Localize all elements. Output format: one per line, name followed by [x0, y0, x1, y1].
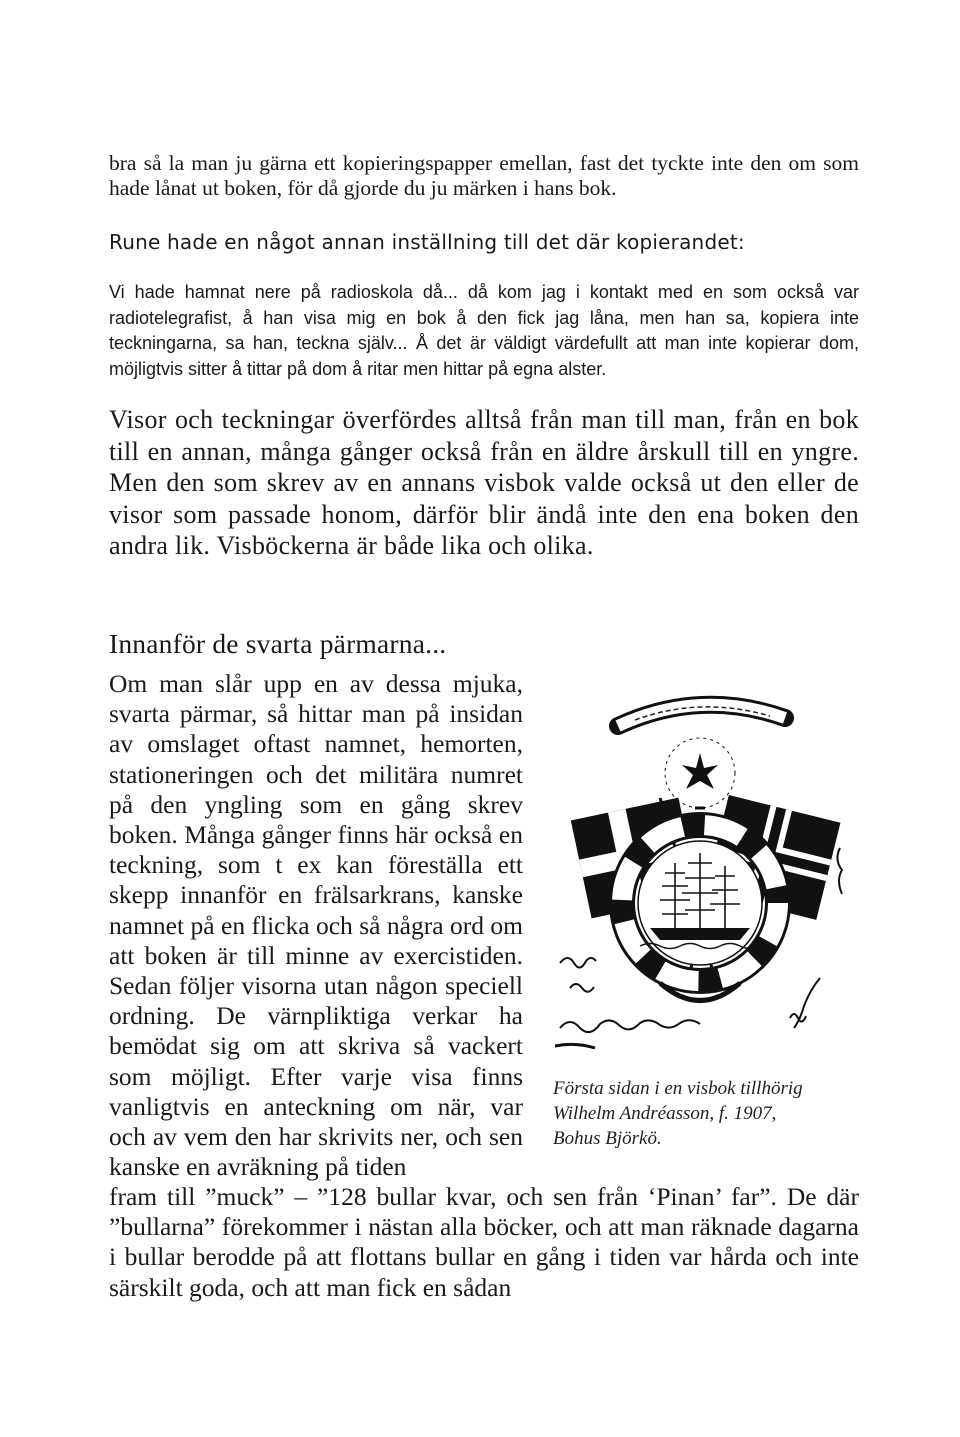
- section-heading: Innanför de svarta pärmarna...: [109, 628, 447, 659]
- paragraph-visor: Visor och teckningar överfördes alltså från man till man, från en bok till en annan, många gånger också från en äldre årskull till en yngre. Men den som skrev av en annans visbok valde också ut den eller de visor som passade honom, därför blir ändå inte den ena boken den andra lik. Visböckerna är både lika och olika.: [109, 405, 859, 560]
- caption-line-1: Första sidan i en visbok tillhörig: [553, 1078, 803, 1099]
- paragraph-intro: bra så la man ju gärna ett kopieringspapper emellan, fast det tyckte inte den om som hade lånat ut boken, för då gjorde du ju märken i hans bok.: [109, 151, 859, 200]
- paragraph-rune: Rune hade en något annan inställning till det där kopierandet:: [109, 230, 745, 254]
- caption-line-2: Wilhelm Andréasson, f. 1907,: [553, 1103, 777, 1124]
- quote-block: Vi hade hamnat nere på radioskola då... då kom jag i kontakt med en som också var radiotelegrafist, å han visa mig en bok å den fick jag låna, men han sa, kopiera inte teckningarna, sa han, teckna själv... Å det är väldigt värdefullt att man inte kopierar dom, möjligtvis sitter å tittar på dom å ritar men hittar på egna alster.: [109, 282, 859, 379]
- caption-line-3: Bohus Björkö.: [553, 1128, 662, 1149]
- paragraph-parmar: Om man slår upp en av dessa mjuka, svarta pärmar, så hittar man på insidan av omslaget oftast namnet, hemorten, stationeringen och det militära numret på den yngling som en gång skrev boken. Många gånger finns här också en teckning, som t ex kan föreställa ett skepp innanför en frälsarkrans, kanske namnet på en flicka och så några ord om att boken är till minne av exercistiden. Sedan följer visorna utan någon speciell ordning. De värnpliktiga verkar ha bemödat sig om att skriva så vackert som möjligt. Efter varje visa finns vanligtvis en anteckning om när, var och av vem den har skrivits ner, och sen kanske en avräkning på tiden: [109, 669, 523, 1182]
- figure-caption: [553, 1076, 853, 1151]
- ship-in-lifebuoy-with-flags-drawing: [540, 688, 860, 1066]
- paragraph-parmar-continued: fram till ”muck” – ”128 bullar kvar, och sen från ‘Pinan’ far”. De där ”bullarna” förekommer i nästan alla böcker, och att man räknade dagarna i bullar berodde på att flottans bullar en gång i tiden var hårda och inte särskilt goda, och att man fick en sådan: [109, 1182, 859, 1302]
